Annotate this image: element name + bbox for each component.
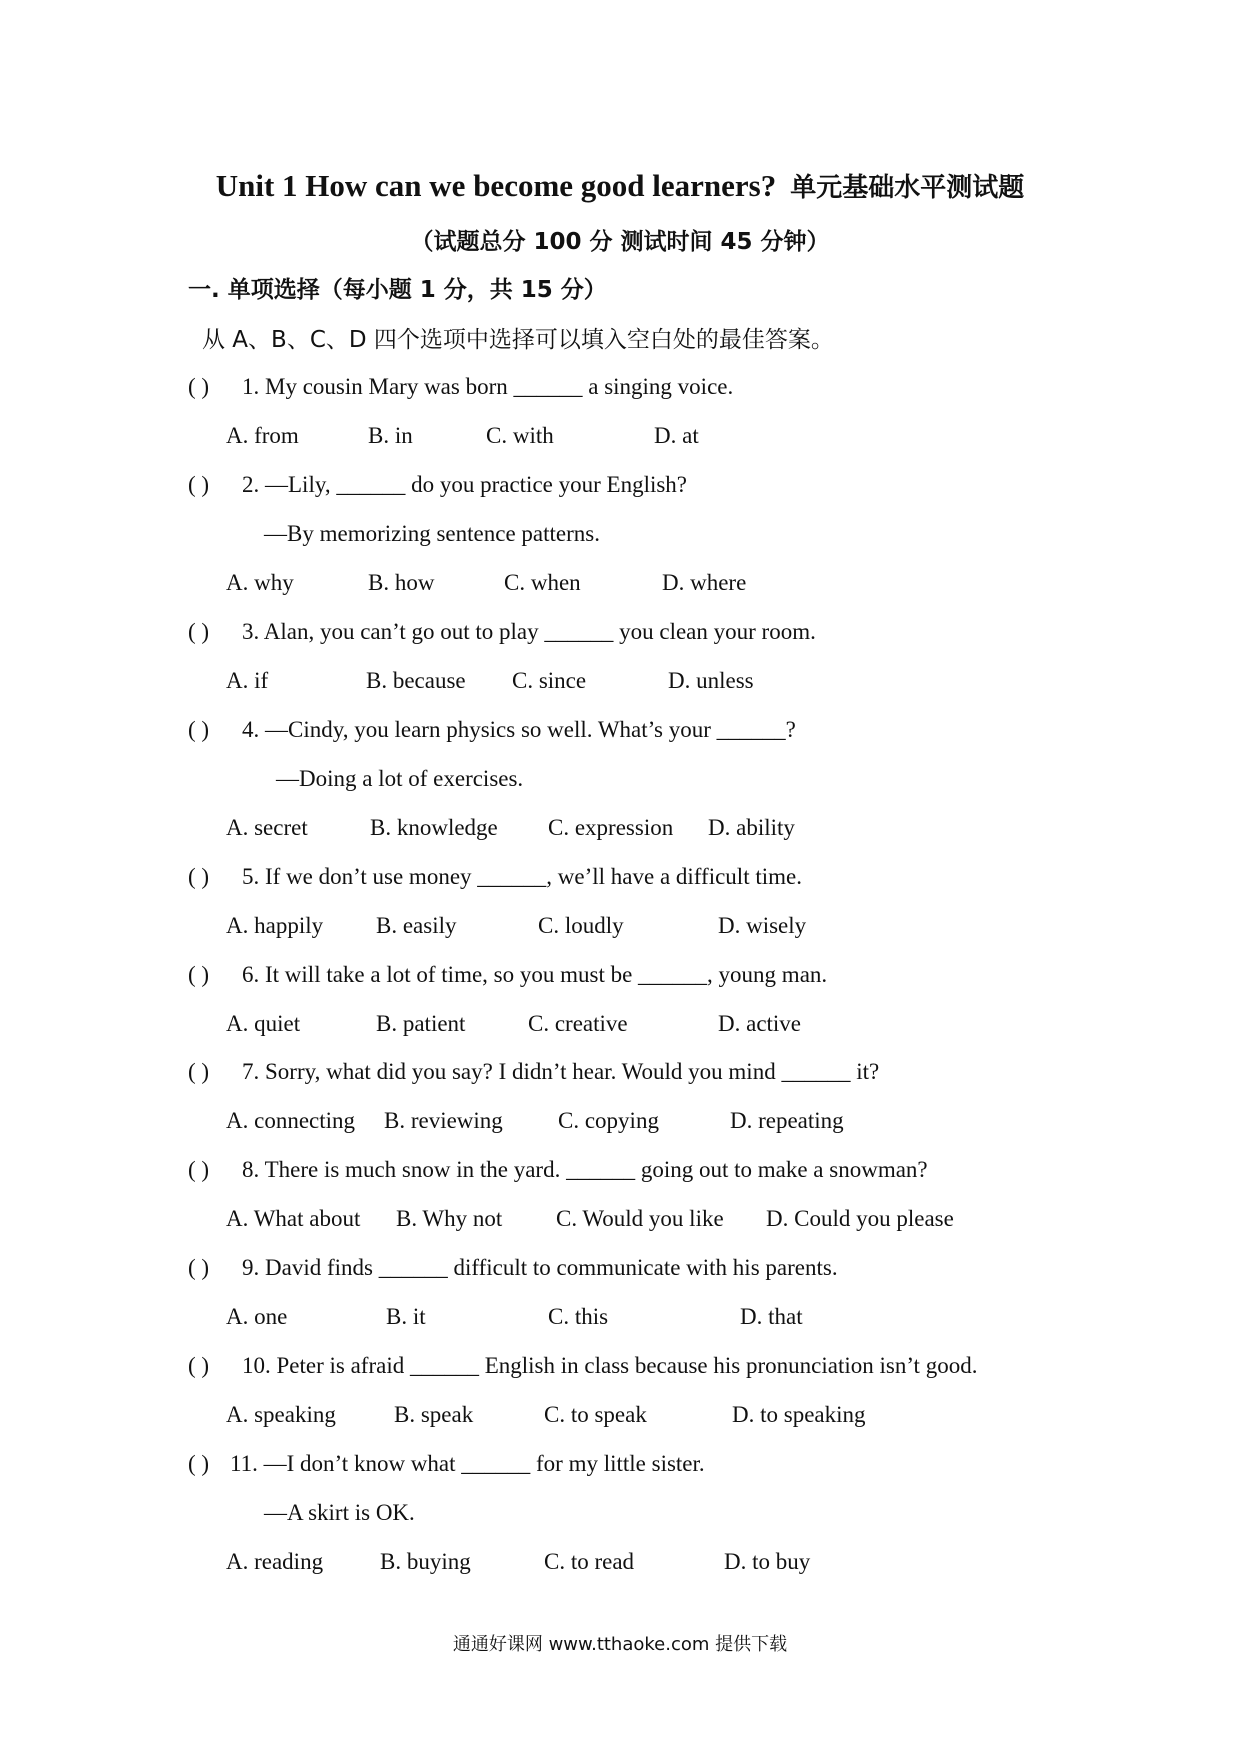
question-4-reply: —Doing a lot of exercises. [276,766,524,791]
page-footer: 通通好课网 www.tthaoke.com 提供下载 [452,1634,788,1655]
option-c: C. expression [548,815,674,840]
option-d: D. that [740,1304,803,1329]
answer-paren: ( ) [188,864,210,889]
option-c: C. to read [544,1549,635,1574]
option-a: A. What about [226,1206,361,1231]
title-chinese: 单元基础水平测试题 [790,173,1025,203]
option-a: A. reading [226,1549,324,1574]
exam-subtitle: （试题总分 100 分 测试时间 45 分钟） [410,229,830,255]
option-b: B. patient [376,1011,466,1036]
section-instruction: 从 A、B、C、D 四个选项中选择可以填入空白处的最佳答案。 [202,327,834,353]
option-a: A. if [226,668,269,693]
question-2-reply: —By memorizing sentence patterns. [264,521,600,546]
option-d: D. where [662,570,747,595]
option-a: A. speaking [226,1402,336,1427]
option-b: B. because [366,668,466,693]
answer-paren: ( ) [188,374,210,399]
question-2: 2. —Lily, ______ do you practice your English? [242,472,688,497]
question-6: 6. It will take a lot of time, so you must be ______, young man. [242,962,828,987]
question-3: 3. Alan, you can’t go out to play ______ you clean your room. [242,619,816,644]
answer-paren: ( ) [188,619,210,644]
option-b: B. reviewing [384,1108,503,1133]
option-c: C. Would you like [556,1206,724,1231]
option-d: D. Could you please [766,1206,954,1231]
answer-paren: ( ) [188,1255,210,1280]
answer-paren: ( ) [188,472,210,497]
option-b: B. speak [394,1402,474,1427]
option-b: B. easily [376,913,457,938]
option-d: D. wisely [718,913,807,938]
question-5: 5. If we don’t use money ______, we’ll have a difficult time. [242,864,802,889]
option-a: A. from [226,423,299,448]
option-b: B. buying [380,1549,471,1574]
option-d: D. to speaking [732,1402,866,1427]
option-c: C. creative [528,1011,628,1036]
question-7: 7. Sorry, what did you say? I didn’t hear. Would you mind ______ it? [242,1059,880,1084]
answer-paren: ( ) [188,1353,210,1378]
title-english: Unit 1 How can we become good learners? [215,168,777,203]
option-a: A. quiet [226,1011,301,1036]
option-a: A. happily [226,913,324,938]
question-1: 1. My cousin Mary was born ______ a singing voice. [242,374,734,399]
option-a: A. connecting [226,1108,356,1133]
answer-paren: ( ) [188,1059,210,1084]
option-c: C. since [512,668,587,693]
answer-paren: ( ) [188,962,210,987]
option-d: D. unless [668,668,754,693]
option-c: C. when [504,570,581,595]
answer-paren: ( ) [188,1451,210,1476]
option-d: D. repeating [730,1108,844,1133]
option-d: D. at [654,423,699,448]
question-11-reply: —A skirt is OK. [264,1500,415,1525]
option-b: B. it [386,1304,426,1329]
question-11: 11. —I don’t know what ______ for my little sister. [230,1451,705,1476]
answer-paren: ( ) [188,717,210,742]
question-9: 9. David finds ______ difficult to communicate with his parents. [242,1255,838,1280]
option-b: B. knowledge [370,815,498,840]
section-heading: 一. 单项选择（每小题 1 分，共 15 分） [188,277,607,303]
option-b: B. in [368,423,413,448]
question-10: 10. Peter is afraid ______ English in class because his pronunciation isn’t good. [242,1353,978,1378]
option-c: C. to speak [544,1402,647,1427]
answer-paren: ( ) [188,1157,210,1182]
option-a: A. why [226,570,294,595]
option-b: B. how [368,570,435,595]
exam-title [0,166,1240,208]
option-c: C. loudly [538,913,624,938]
question-8: 8. There is much snow in the yard. ______ going out to make a snowman? [242,1157,928,1182]
option-c: C. with [486,423,554,448]
question-4: 4. —Cindy, you learn physics so well. What’s your ______? [242,717,796,742]
option-a: A. secret [226,815,308,840]
option-c: C. copying [558,1108,659,1133]
option-d: D. ability [708,815,795,840]
option-c: C. this [548,1304,609,1329]
option-a: A. one [226,1304,288,1329]
option-d: D. active [718,1011,802,1036]
option-b: B. Why not [396,1206,503,1231]
option-d: D. to buy [724,1549,811,1574]
